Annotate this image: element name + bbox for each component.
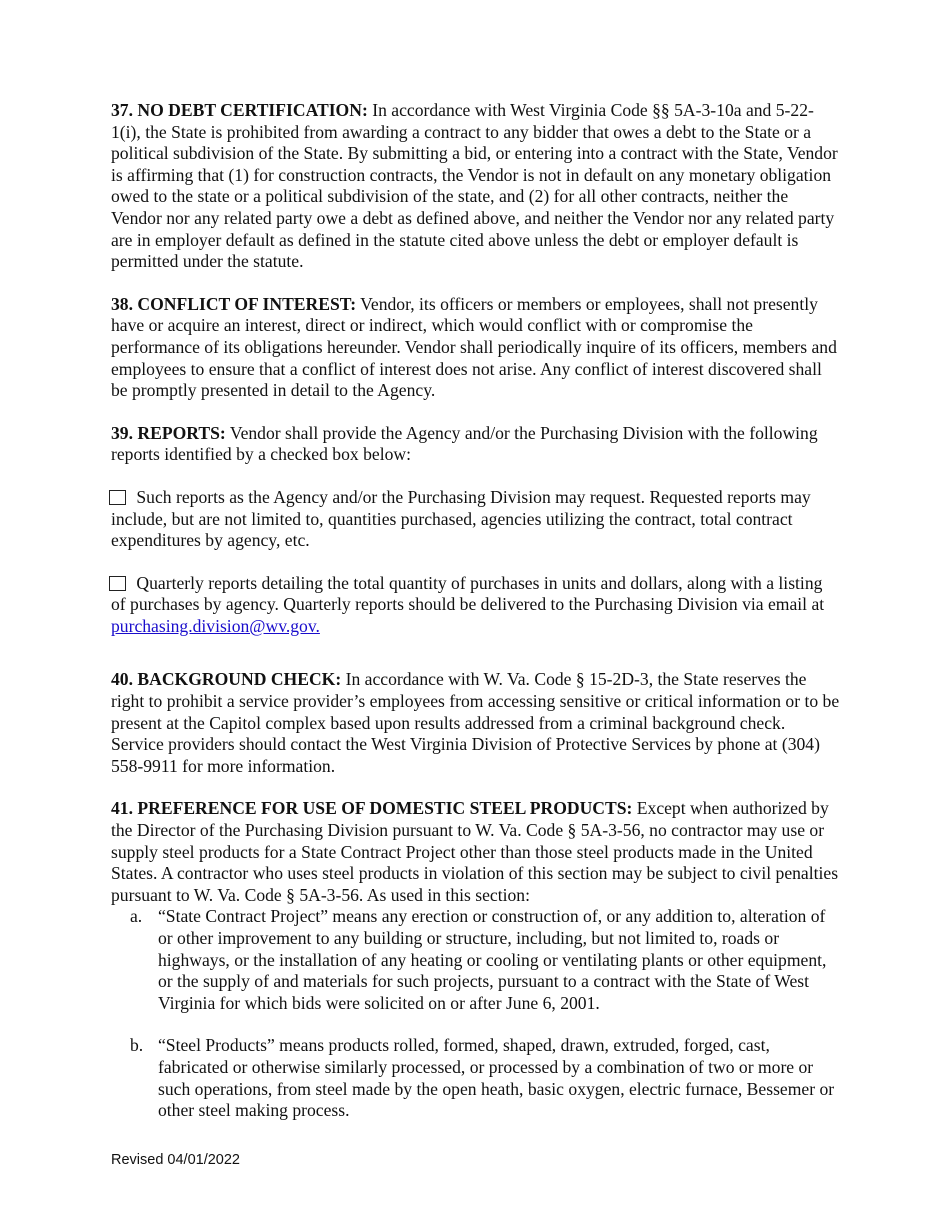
report-option-quarterly [111,573,840,638]
section-41-domestic-steel [111,798,840,1121]
section-37-no-debt-certification [111,100,840,273]
section-38-heading: 38. CONFLICT OF INTEREST: [111,293,357,314]
section-37-heading: 37. NO DEBT CERTIFICATION: [111,100,368,120]
report-option-quarterly-checkbox[interactable] [109,576,126,591]
section-37-body: In accordance with West Virginia Code §§ 5A-3-10a and 5-22-1(i), the State is prohibited from awarding a contract to any bidder that owes a debt to the State or a political subdivision of the State. By submitting a bid, or entering into a contract with the State, Vendor is affirming that (1) for construction contracts, the Vendor is not in default on any monetary obligation owed to the state or a political subdivision of the state, and (2) for all other contracts, neither the Vendor nor any related party owe a debt as defined above, and neither the Vendor nor any related party are in employer default as defined in the statute cited above unless the debt or employer default is permitted under the statute. [111,100,838,272]
report-option-on-request-text: Such reports as the Agency and/or the Purchasing Division may request. Requested reports may include, but are not limited to, quantities purchased, agencies utilizing the contract, total contract expenditures by agency, etc. [111,486,811,551]
report-option-on-request [111,487,840,552]
definition-steel-products [111,1035,840,1121]
section-40-paragraph [111,669,840,777]
section-41-paragraph [111,798,840,906]
section-37-paragraph [111,100,840,273]
section-39-heading: 39. REPORTS: [111,422,226,443]
purchasing-email-link[interactable]: purchasing.division@wv.gov. [111,615,320,636]
section-39-body: Vendor shall provide the Agency and/or the Purchasing Division with the following reports identified by a checked box below: [111,422,818,465]
section-40-body: In accordance with W. Va. Code § 15-2D-3, the State reserves the right to prohibit a service provider’s employees from accessing sensitive or critical information or to be present at the Capitol complex based upon results addressed from a criminal background check. Service providers should contact the West Virginia Division of Protective Services by phone at (304) 558-9911 for more information. [111,669,840,776]
section-41-heading: 41. PREFERENCE FOR USE OF DOMESTIC STEEL PRODUCTS: [111,798,633,819]
report-option-on-request-checkbox[interactable] [109,490,126,505]
definition-text: “State Contract Project” means any erection or construction of, or any addition to, alteration of or other improvement to any building or structure, including, but not limited to, roads or highways, or the installation of any heating or cooling or ventilating plants or other equipment, or the supply of and materials for such projects, pursuant to a contract with the State of West Virginia for which bids were solicited on or after June 6, 2001. [158,906,827,1013]
section-39-reports [111,423,840,466]
list-marker: a. [130,906,143,927]
section-38-body: Vendor, its officers or members or employees, shall not presently have or acquire an interest, direct or indirect, which would conflict with or compromise the performance of its obligations hereunder. Vendor shall periodically inquire of its officers, members and employees to ensure that a conflict of interest does not arise. Any conflict of interest discovered shall be promptly presented in detail to the Agency. [111,293,837,401]
section-40-background-check [111,669,840,777]
revision-footer: Revised 04/01/2022 [111,1152,240,1168]
report-option-quarterly-text: Quarterly reports detailing the total quantity of purchases in units and dollars, along with a listing of purchases by agency. Quarterly reports should be delivered to the Purchasing Division via email at [111,572,825,615]
section-41-body: Except when authorized by the Director of the Purchasing Division pursuant to W. Va. Code § 5A-3-56, no contractor may use or supply steel products for a State Contract Project other than those steel products made in the United States. A contractor who uses steel products in violation of this section may be subject to civil penalties pursuant to W. Va. Code § 5A-3-56. As used in this section: [111,798,839,905]
list-marker: b. [130,1035,144,1056]
section-40-heading: 40. BACKGROUND CHECK: [111,669,342,690]
definitions-list [111,906,840,1121]
section-38-conflict-of-interest [111,294,840,402]
definition-text: “Steel Products” means products rolled, formed, shaped, drawn, extruded, forged, cast, fabricated or otherwise similarly processed, or processed by a combination of two or more or such operations, from steel made by the open heath, basic oxygen, electric furnace, Bessemer or other steel making process. [158,1035,835,1121]
definition-state-contract-project [111,906,840,1014]
section-39-paragraph [111,423,840,466]
section-38-paragraph [111,294,840,402]
